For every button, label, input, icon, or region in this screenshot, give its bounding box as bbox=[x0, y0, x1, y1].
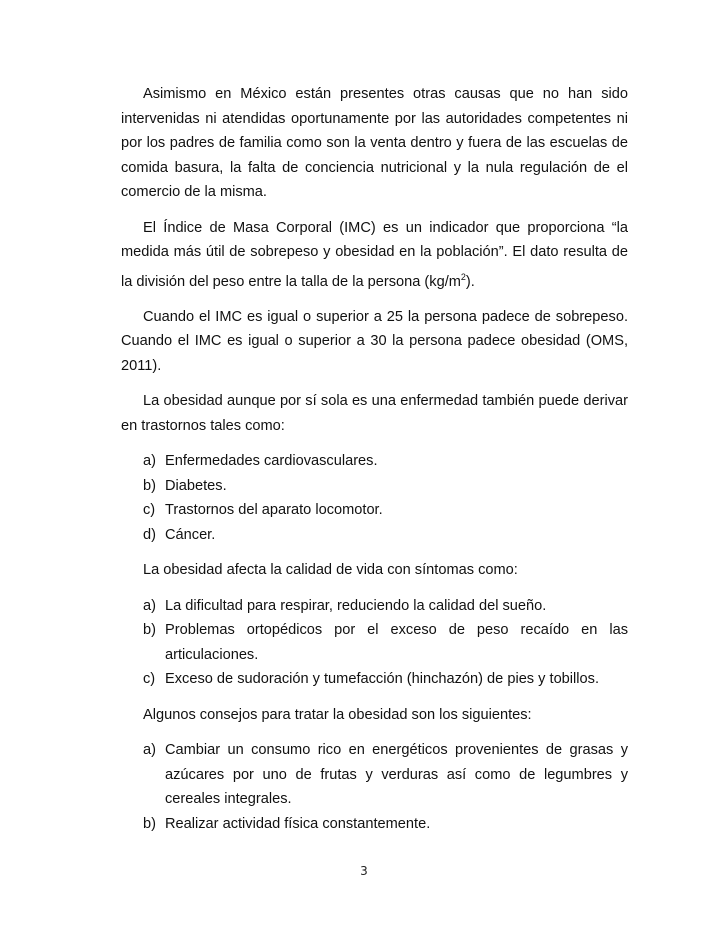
list-marker: b) bbox=[143, 815, 156, 832]
list-marker: a) bbox=[143, 453, 156, 470]
list-item-text: La dificultad para respirar, reduciendo la calidad del sueño. bbox=[165, 597, 547, 614]
list-item bbox=[121, 738, 628, 812]
list-item bbox=[121, 618, 628, 667]
paragraph-consejos-intro: Algunos consejos para tratar la obesidad son los siguientes: bbox=[143, 706, 532, 723]
list-item bbox=[121, 449, 628, 474]
list-item-text: Exceso de sudoración y tumefacción (hinchazón) de pies y tobillos. bbox=[165, 671, 599, 688]
list-item bbox=[121, 594, 628, 619]
list-item-text: Realizar actividad física constantemente. bbox=[165, 815, 431, 832]
list-marker: a) bbox=[143, 597, 156, 614]
imc-definicion-text: El Índice de Masa Corporal (IMC) es un indicador que proporciona “la medida más útil de sobrepeso y obesidad en la población”. El dato resulta de la división del peso entre la talla de la persona (kg/m bbox=[121, 219, 628, 290]
list-marker: b) bbox=[143, 622, 156, 639]
paragraph-imc-definicion bbox=[121, 216, 628, 294]
page-number: 3 bbox=[360, 864, 368, 878]
list-marker: c) bbox=[143, 671, 156, 688]
paragraph-causas: Asimismo en México están presentes otras causas que no han sido intervenidas ni atendidas oportunamente por las autoridades competentes ni por los padres de familia como son la venta dentro y fuera de las escuelas de comida basura, la falta de conciencia nutricional y la nula regulación de el comercio de la misma. bbox=[121, 86, 628, 200]
list-item bbox=[121, 498, 628, 523]
list-item-text: Cambiar un consumo rico en energéticos provenientes de grasas y azúcares por uno de frutas y verduras así como de legumbres y cereales integrales. bbox=[165, 742, 628, 808]
imc-definicion-tail: ). bbox=[465, 273, 475, 290]
list-item-text: Cáncer. bbox=[165, 526, 216, 543]
list-item-text: Trastornos del aparato locomotor. bbox=[165, 502, 383, 519]
list-marker: d) bbox=[143, 526, 156, 543]
superscript-exponent: 2 bbox=[460, 271, 466, 282]
list-item-text: Problemas ortopédicos por el exceso de peso recaído en las articulaciones. bbox=[165, 622, 628, 663]
list-sintomas bbox=[121, 594, 628, 692]
list-item bbox=[121, 667, 628, 692]
list-item bbox=[121, 474, 628, 499]
list-marker: c) bbox=[143, 502, 156, 519]
list-item bbox=[121, 812, 628, 837]
paragraph-sintomas-intro: La obesidad afecta la calidad de vida con síntomas como: bbox=[143, 562, 518, 579]
document-body bbox=[121, 82, 628, 847]
list-item-text: Diabetes. bbox=[165, 477, 227, 494]
list-marker: a) bbox=[143, 742, 156, 759]
list-item-text: Enfermedades cardiovasculares. bbox=[165, 453, 378, 470]
list-trastornos bbox=[121, 449, 628, 547]
list-item bbox=[121, 523, 628, 548]
paragraph-trastornos-intro: La obesidad aunque por sí sola es una enfermedad también puede derivar en trastornos tales como: bbox=[121, 393, 628, 434]
list-consejos bbox=[121, 738, 628, 836]
list-marker: b) bbox=[143, 477, 156, 494]
paragraph-imc-umbrales: Cuando el IMC es igual o superior a 25 la persona padece de sobrepeso. Cuando el IMC es igual o superior a 30 la persona padece obesidad (OMS, 2011). bbox=[121, 308, 628, 374]
